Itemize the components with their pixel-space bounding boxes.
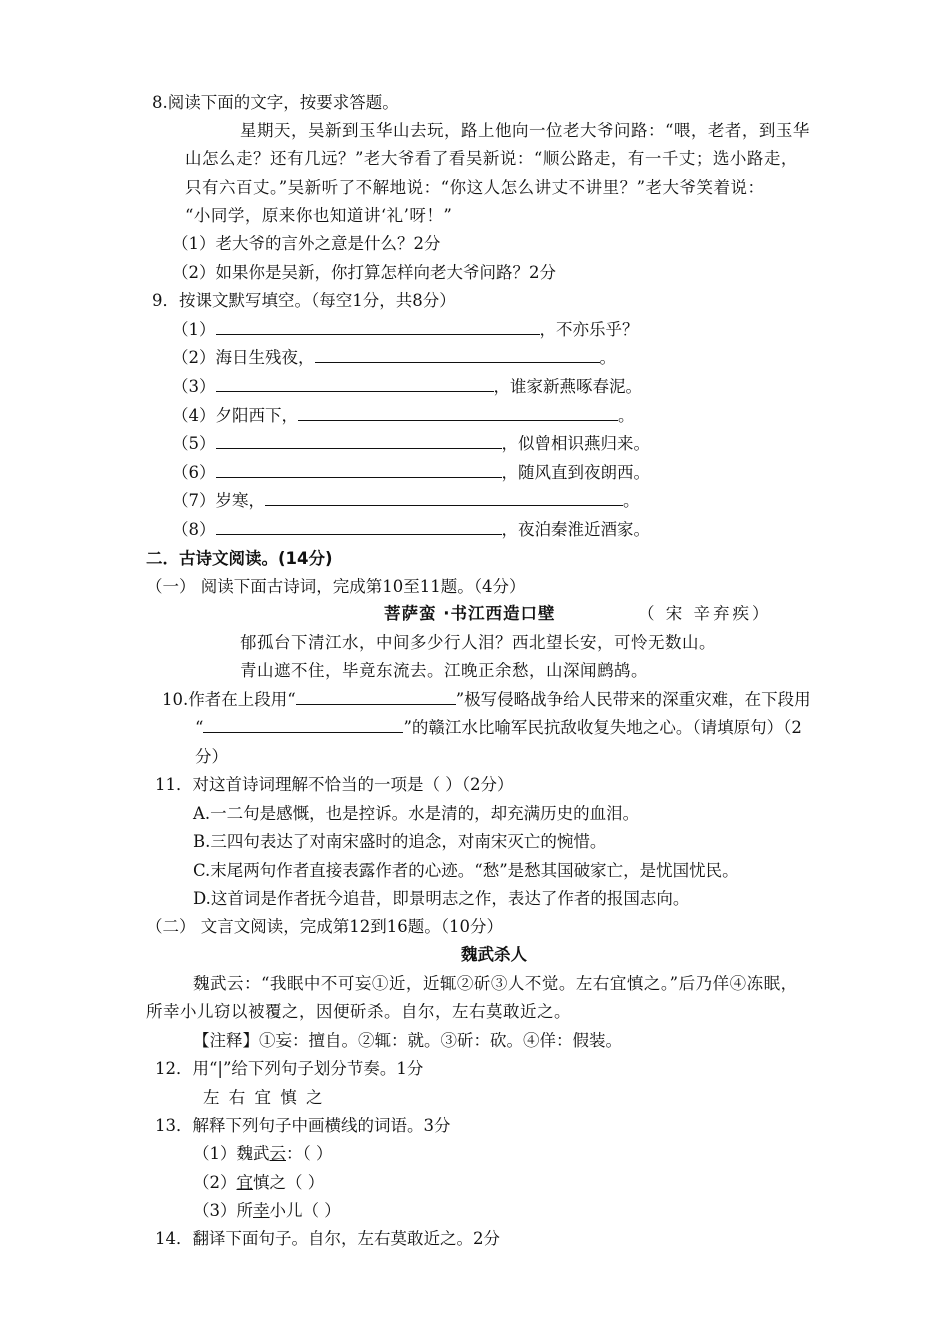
q13-title: 13．解释下列句子中画横线的词语。3分	[155, 1116, 451, 1135]
q13-item-post: ：（ ）	[286, 1144, 333, 1163]
q10-line-1	[162, 688, 811, 712]
q9-answer-blank[interactable]	[216, 462, 502, 478]
q9-item-2	[172, 346, 616, 370]
poem-author: （ 宋 辛弃疾）	[638, 604, 772, 623]
passage-title: 魏武杀人	[461, 945, 527, 964]
q10-text: 10.作者在上段用“	[162, 690, 296, 709]
poem-title: 菩萨蛮 ·书江西造口壁	[384, 604, 556, 623]
passage-line-1: 魏武云：“我眠中不可妄①近，近辄②斫③人不觉。左右宜慎之。”后乃佯④冻眠，	[193, 974, 798, 993]
q9-item-after: 。	[618, 406, 635, 425]
q8-sub-question-2: （2）如果你是吴新，你打算怎样向老大爷问路？2分	[172, 263, 556, 282]
passage-notes: 【注释】①妄：擅自。②辄：就。③斫：砍。④佯：假装。	[193, 1031, 622, 1050]
q9-answer-blank[interactable]	[216, 319, 540, 335]
q13-item-1	[193, 1142, 333, 1166]
q9-item-5	[172, 432, 650, 456]
q14-title: 14．翻译下面句子。自尔，左右莫敢近之。2分	[155, 1229, 500, 1248]
q13-item-num: （1）	[193, 1144, 237, 1163]
q9-item-after: ，似曾相识燕归来。	[501, 434, 650, 453]
q9-answer-blank[interactable]	[216, 376, 494, 392]
q9-item-num: （7）	[172, 491, 216, 510]
part-1-intro: （一） 阅读下面古诗词，完成第10至11题。（4分）	[146, 577, 526, 596]
q9-answer-blank[interactable]	[298, 405, 618, 421]
q11-option-c: C.末尾两句作者直接表露作者的心迹。“愁”是愁其国破家亡，是忧国忧民。	[193, 861, 739, 880]
q9-item-7	[172, 489, 640, 513]
q13-item-pre: 魏武	[236, 1144, 270, 1163]
q9-item-num: （1）	[172, 320, 216, 339]
q9-answer-blank[interactable]	[315, 347, 600, 363]
q9-item-after: ，夜泊秦淮近酒家。	[501, 520, 650, 539]
q9-item-8	[172, 518, 650, 542]
poem-line-2: 青山遮不住，毕竟东流去。江晚正余愁，山深闻鹧鸪。	[240, 661, 648, 680]
q9-item-1	[172, 318, 639, 342]
q12-sentence: 左 右 宜 慎 之	[203, 1088, 325, 1107]
q9-item-num: （3）	[172, 377, 216, 396]
q9-answer-blank[interactable]	[216, 519, 502, 535]
q9-item-after: ，随风直到夜朗西。	[501, 463, 650, 482]
q9-answer-blank[interactable]	[216, 433, 502, 449]
q8-passage-line-4: “小同学，原来你也知道讲‘礼’呀！”	[185, 206, 453, 225]
q9-answer-blank[interactable]	[265, 490, 623, 506]
q8-passage-line-1: 星期天，吴新到玉华山去玩，路上他向一位老大爷问路：“喂，老者，到玉华	[240, 121, 810, 140]
q13-underlined-word: 幸	[253, 1201, 270, 1220]
q10-line-2	[195, 716, 802, 740]
q11-option-b: B.三四句表达了对南宋盛时的追念，对南宋灭亡的惋惜。	[193, 832, 607, 851]
q10-answer-blank-1[interactable]	[296, 689, 456, 705]
q9-item-after: ，谁家新燕啄春泥。	[493, 377, 642, 396]
q9-item-after: ，不亦乐乎？	[539, 320, 639, 339]
q11-option-a: A.一二句是感慨，也是控诉。水是清的，却充满历史的血泪。	[193, 804, 640, 823]
q9-item-num: （2）	[172, 348, 216, 367]
poem-line-1: 郁孤台下清江水，中间多少行人泪？西北望长安，可怜无数山。	[240, 633, 716, 652]
q9-item-num: （6）	[172, 463, 216, 482]
q9-item-num: （5）	[172, 434, 216, 453]
q9-item-4	[172, 404, 635, 428]
q9-item-before: 岁寒，	[215, 491, 265, 510]
q9-item-before: 夕阳西下，	[215, 406, 298, 425]
q9-item-num: （4）	[172, 406, 216, 425]
q13-item-3	[193, 1199, 341, 1223]
q9-item-3	[172, 375, 642, 399]
q13-item-pre: 所	[236, 1201, 253, 1220]
q10-line-3: 分）	[195, 747, 228, 766]
q11-option-d: D.这首词是作者抚今追昔，即景明志之作，表达了作者的报国志向。	[193, 889, 690, 908]
q9-item-6	[172, 461, 650, 485]
q8-passage-line-2: 山怎么走？还有几远？”老大爷看了看吴新说：“顺公路走，有一千丈；选小路走，	[185, 149, 798, 168]
section-2-title: 二．古诗文阅读。(14分)	[146, 549, 333, 568]
q9-title: 9．按课文默写填空。（每空1分，共8分）	[152, 291, 456, 310]
q13-underlined-word: 宜	[236, 1173, 253, 1192]
q8-title: 8.阅读下面的文字，按要求答题。	[152, 93, 399, 112]
passage-line-2: 所幸小儿窃以被覆之，因便斫杀。自尔，左右莫敢近之。	[146, 1002, 571, 1021]
q8-sub-question-1: （1）老大爷的言外之意是什么？2分	[172, 234, 441, 253]
q9-item-num: （8）	[172, 520, 216, 539]
q9-item-after: 。	[599, 348, 616, 367]
q11-title: 11．对这首诗词理解不恰当的一项是（ ）（2分）	[155, 775, 514, 794]
q13-item-post: 慎之（ ）	[253, 1173, 325, 1192]
q10-text: ”极写侵略战争给人民带来的深重灾难，在下段用	[455, 690, 811, 709]
q8-passage-line-3: 只有六百丈。”吴新听了不解地说：“你这人怎么讲丈不讲里？”老大爷笑着说：	[185, 178, 765, 197]
q13-item-num: （3）	[193, 1201, 237, 1220]
q13-item-num: （2）	[193, 1173, 237, 1192]
q13-item-2	[193, 1171, 324, 1195]
q12-title: 12．用“|”给下列句子划分节奏。1分	[155, 1059, 424, 1078]
q13-item-post: 小儿（ ）	[269, 1201, 341, 1220]
q9-item-before: 海日生残夜，	[215, 348, 315, 367]
q13-underlined-word: 云	[269, 1144, 286, 1163]
q10-answer-blank-2[interactable]	[203, 717, 403, 733]
q9-item-after: 。	[623, 491, 640, 510]
q10-text: ”的赣江水比喻军民抗敌收复失地之心。（请填原句）（2	[403, 718, 802, 737]
q10-text: “	[195, 718, 204, 737]
part-2-intro: （二） 文言文阅读，完成第12到16题。（10分）	[146, 917, 503, 936]
